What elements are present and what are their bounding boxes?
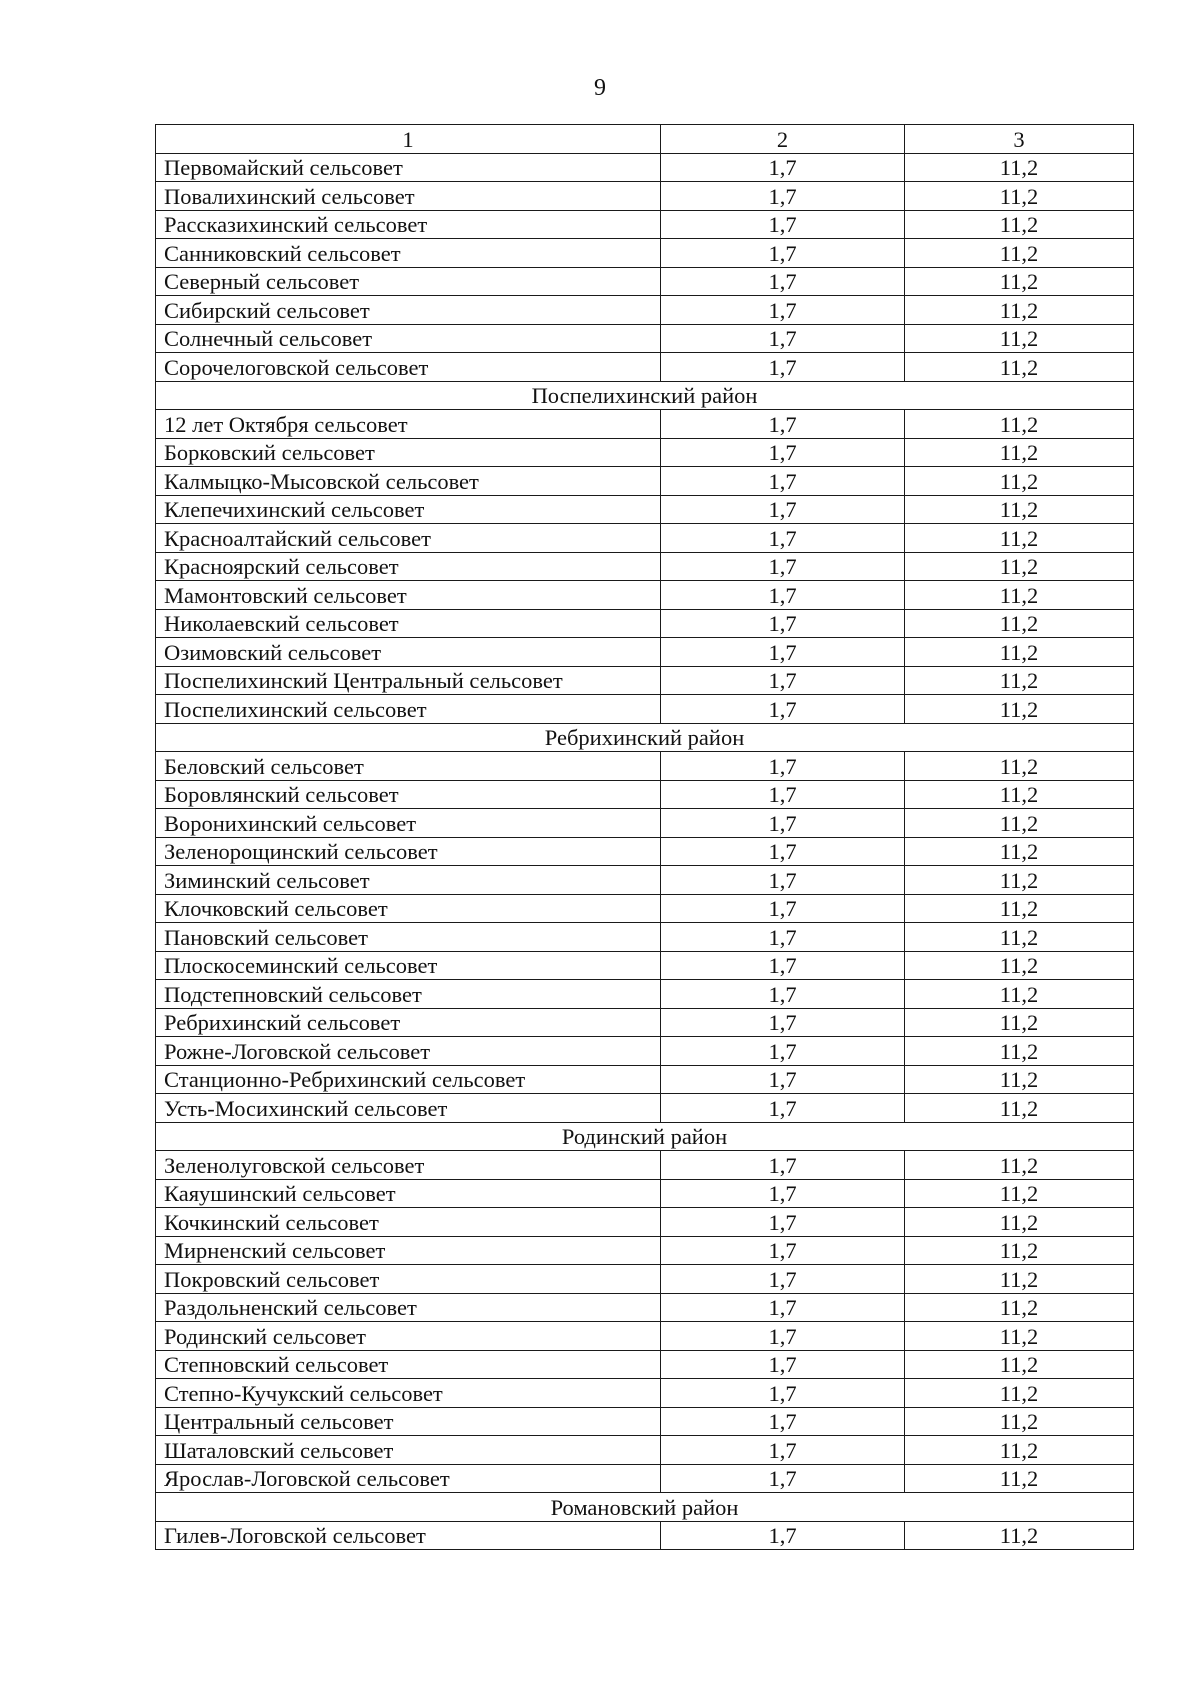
value-col3-cell: 11,2: [905, 1350, 1134, 1379]
value-col3-cell: 11,2: [905, 524, 1134, 553]
value-col3-cell: 11,2: [905, 1065, 1134, 1094]
table-row: [156, 609, 1134, 638]
value-col3-cell: 11,2: [905, 467, 1134, 496]
page-number: 9: [594, 75, 606, 101]
table-row: [156, 552, 1134, 581]
settlement-name-cell: Кочкинский сельсовет: [156, 1208, 661, 1237]
value-col2-cell: 1,7: [661, 524, 905, 553]
value-col3-cell: 11,2: [905, 182, 1134, 211]
value-col2-cell: 1,7: [661, 809, 905, 838]
settlement-name-cell: Усть-Мосихинский сельсовет: [156, 1094, 661, 1123]
value-col3-cell: 11,2: [905, 1436, 1134, 1465]
header-cell-2: 2: [661, 125, 905, 154]
value-col3-cell: 11,2: [905, 1407, 1134, 1436]
settlement-name-cell: Ярослав-Логовской сельсовет: [156, 1464, 661, 1493]
table-row: [156, 894, 1134, 923]
settlement-name-cell: Зеленолуговской сельсовет: [156, 1151, 661, 1180]
value-col2-cell: 1,7: [661, 1179, 905, 1208]
value-col2-cell: 1,7: [661, 552, 905, 581]
table-row: [156, 353, 1134, 382]
table-row: [156, 951, 1134, 980]
settlement-name-cell: Николаевский сельсовет: [156, 609, 661, 638]
settlement-name-cell: Ребрихинский сельсовет: [156, 1008, 661, 1037]
table-row: [156, 524, 1134, 553]
value-col3-cell: 11,2: [905, 809, 1134, 838]
section-title: Романовский район: [156, 1493, 1134, 1522]
settlement-name-cell: Подстепновский сельсовет: [156, 980, 661, 1009]
table-body: [156, 125, 1134, 1550]
value-col3-cell: 11,2: [905, 695, 1134, 724]
value-col3-cell: 11,2: [905, 752, 1134, 781]
value-col3-cell: 11,2: [905, 410, 1134, 439]
section-row: [156, 1122, 1134, 1151]
value-col3-cell: 11,2: [905, 581, 1134, 610]
value-col2-cell: 1,7: [661, 1293, 905, 1322]
table-row: [156, 1208, 1134, 1237]
value-col3-cell: 11,2: [905, 438, 1134, 467]
section-row: [156, 381, 1134, 410]
table-row: [156, 923, 1134, 952]
value-col2-cell: 1,7: [661, 296, 905, 325]
value-col3-cell: 11,2: [905, 267, 1134, 296]
table-row: [156, 210, 1134, 239]
header-cell-3: 3: [905, 125, 1134, 154]
settlement-name-cell: Озимовский сельсовет: [156, 638, 661, 667]
value-col2-cell: 1,7: [661, 1208, 905, 1237]
value-col3-cell: 11,2: [905, 980, 1134, 1009]
value-col3-cell: 11,2: [905, 153, 1134, 182]
value-col2-cell: 1,7: [661, 951, 905, 980]
value-col2-cell: 1,7: [661, 581, 905, 610]
value-col3-cell: 11,2: [905, 1521, 1134, 1550]
value-col2-cell: 1,7: [661, 324, 905, 353]
settlement-name-cell: Рожне-Логовской сельсовет: [156, 1037, 661, 1066]
table-row: [156, 780, 1134, 809]
settlement-name-cell: Поспелихинский Центральный сельсовет: [156, 666, 661, 695]
settlement-name-cell: Каяушинский сельсовет: [156, 1179, 661, 1208]
table-row: [156, 1065, 1134, 1094]
table-row: [156, 752, 1134, 781]
value-col3-cell: 11,2: [905, 638, 1134, 667]
table-row: [156, 410, 1134, 439]
value-col3-cell: 11,2: [905, 296, 1134, 325]
value-col3-cell: 11,2: [905, 324, 1134, 353]
settlement-name-cell: Сибирский сельсовет: [156, 296, 661, 325]
value-col2-cell: 1,7: [661, 153, 905, 182]
table-row: [156, 239, 1134, 268]
value-col2-cell: 1,7: [661, 1322, 905, 1351]
value-col2-cell: 1,7: [661, 353, 905, 382]
value-col3-cell: 11,2: [905, 1094, 1134, 1123]
settlement-name-cell: Зиминский сельсовет: [156, 866, 661, 895]
value-col3-cell: 11,2: [905, 1208, 1134, 1237]
settlement-name-cell: Калмыцко-Мысовской сельсовет: [156, 467, 661, 496]
table-row: [156, 866, 1134, 895]
table-row: [156, 467, 1134, 496]
table-row: [156, 324, 1134, 353]
settlement-name-cell: Повалихинский сельсовет: [156, 182, 661, 211]
value-col2-cell: 1,7: [661, 210, 905, 239]
settlement-name-cell: Мирненский сельсовет: [156, 1236, 661, 1265]
settlement-name-cell: Санниковский сельсовет: [156, 239, 661, 268]
value-col3-cell: 11,2: [905, 780, 1134, 809]
table-row: [156, 495, 1134, 524]
settlement-name-cell: Поспелихинский сельсовет: [156, 695, 661, 724]
value-col3-cell: 11,2: [905, 923, 1134, 952]
value-col3-cell: 11,2: [905, 951, 1134, 980]
settlement-name-cell: Центральный сельсовет: [156, 1407, 661, 1436]
data-table: [155, 124, 1134, 1550]
settlement-name-cell: Родинский сельсовет: [156, 1322, 661, 1351]
value-col3-cell: 11,2: [905, 1293, 1134, 1322]
table-row: [156, 638, 1134, 667]
settlement-name-cell: Рассказихинский сельсовет: [156, 210, 661, 239]
value-col3-cell: 11,2: [905, 495, 1134, 524]
table-row: [156, 182, 1134, 211]
table-row: [156, 1379, 1134, 1408]
section-title: Родинский район: [156, 1122, 1134, 1151]
settlement-name-cell: Клочковский сельсовет: [156, 894, 661, 923]
value-col2-cell: 1,7: [661, 1521, 905, 1550]
value-col3-cell: 11,2: [905, 894, 1134, 923]
value-col3-cell: 11,2: [905, 1265, 1134, 1294]
value-col3-cell: 11,2: [905, 609, 1134, 638]
value-col2-cell: 1,7: [661, 1094, 905, 1123]
settlement-name-cell: Станционно-Ребрихинский сельсовет: [156, 1065, 661, 1094]
settlement-name-cell: Покровский сельсовет: [156, 1265, 661, 1294]
value-col2-cell: 1,7: [661, 894, 905, 923]
settlement-name-cell: Боровлянский сельсовет: [156, 780, 661, 809]
table-row: [156, 1464, 1134, 1493]
table-row: [156, 153, 1134, 182]
value-col2-cell: 1,7: [661, 438, 905, 467]
section-title: Поспелихинский район: [156, 381, 1134, 410]
table-row: [156, 1094, 1134, 1123]
settlement-name-cell: Пановский сельсовет: [156, 923, 661, 952]
table-row: [156, 1407, 1134, 1436]
value-col3-cell: 11,2: [905, 552, 1134, 581]
settlement-name-cell: Красноалтайский сельсовет: [156, 524, 661, 553]
value-col2-cell: 1,7: [661, 467, 905, 496]
table-row: [156, 1151, 1134, 1180]
value-col2-cell: 1,7: [661, 1065, 905, 1094]
table-row: [156, 296, 1134, 325]
settlement-name-cell: Борковский сельсовет: [156, 438, 661, 467]
value-col3-cell: 11,2: [905, 1464, 1134, 1493]
value-col2-cell: 1,7: [661, 923, 905, 952]
value-col3-cell: 11,2: [905, 1236, 1134, 1265]
table-row: [156, 581, 1134, 610]
value-col3-cell: 11,2: [905, 666, 1134, 695]
settlement-name-cell: Степно-Кучукский сельсовет: [156, 1379, 661, 1408]
value-col3-cell: 11,2: [905, 866, 1134, 895]
value-col2-cell: 1,7: [661, 666, 905, 695]
value-col2-cell: 1,7: [661, 752, 905, 781]
value-col2-cell: 1,7: [661, 267, 905, 296]
value-col3-cell: 11,2: [905, 1151, 1134, 1180]
value-col3-cell: 11,2: [905, 353, 1134, 382]
settlement-name-cell: Сорочелоговской сельсовет: [156, 353, 661, 382]
table-row: [156, 438, 1134, 467]
value-col3-cell: 11,2: [905, 1037, 1134, 1066]
settlement-name-cell: Первомайский сельсовет: [156, 153, 661, 182]
value-col3-cell: 11,2: [905, 1008, 1134, 1037]
value-col2-cell: 1,7: [661, 780, 905, 809]
table-row: [156, 1179, 1134, 1208]
settlement-name-cell: Мамонтовский сельсовет: [156, 581, 661, 610]
value-col3-cell: 11,2: [905, 210, 1134, 239]
table-row: [156, 1350, 1134, 1379]
settlement-name-cell: Шаталовский сельсовет: [156, 1436, 661, 1465]
value-col3-cell: 11,2: [905, 837, 1134, 866]
header-cell-1: 1: [156, 125, 661, 154]
value-col3-cell: 11,2: [905, 1322, 1134, 1351]
table-row: [156, 1037, 1134, 1066]
value-col2-cell: 1,7: [661, 609, 905, 638]
settlement-name-cell: Воронихинский сельсовет: [156, 809, 661, 838]
value-col2-cell: 1,7: [661, 495, 905, 524]
settlement-name-cell: Клепечихинский сельсовет: [156, 495, 661, 524]
table-row: [156, 1436, 1134, 1465]
value-col2-cell: 1,7: [661, 1379, 905, 1408]
value-col3-cell: 11,2: [905, 1379, 1134, 1408]
value-col2-cell: 1,7: [661, 837, 905, 866]
section-title: Ребрихинский район: [156, 723, 1134, 752]
table-row: [156, 837, 1134, 866]
value-col2-cell: 1,7: [661, 1350, 905, 1379]
table-row: [156, 1293, 1134, 1322]
value-col2-cell: 1,7: [661, 1407, 905, 1436]
table-row: [156, 809, 1134, 838]
settlement-name-cell: Плоскосеминский сельсовет: [156, 951, 661, 980]
table-row: [156, 980, 1134, 1009]
value-col2-cell: 1,7: [661, 410, 905, 439]
value-col2-cell: 1,7: [661, 1151, 905, 1180]
value-col2-cell: 1,7: [661, 239, 905, 268]
value-col2-cell: 1,7: [661, 1265, 905, 1294]
settlement-name-cell: 12 лет Октября сельсовет: [156, 410, 661, 439]
table-header-row: [156, 125, 1134, 154]
value-col2-cell: 1,7: [661, 980, 905, 1009]
settlement-name-cell: Северный сельсовет: [156, 267, 661, 296]
settlement-name-cell: Солнечный сельсовет: [156, 324, 661, 353]
table-row: [156, 267, 1134, 296]
value-col2-cell: 1,7: [661, 1037, 905, 1066]
value-col2-cell: 1,7: [661, 1008, 905, 1037]
section-row: [156, 1493, 1134, 1522]
value-col2-cell: 1,7: [661, 638, 905, 667]
value-col2-cell: 1,7: [661, 1464, 905, 1493]
table-row: [156, 1322, 1134, 1351]
value-col3-cell: 11,2: [905, 239, 1134, 268]
settlement-name-cell: Степновский сельсовет: [156, 1350, 661, 1379]
value-col2-cell: 1,7: [661, 182, 905, 211]
section-row: [156, 723, 1134, 752]
settlement-name-cell: Зеленорощинский сельсовет: [156, 837, 661, 866]
value-col2-cell: 1,7: [661, 866, 905, 895]
settlement-name-cell: Гилев-Логовской сельсовет: [156, 1521, 661, 1550]
table-row: [156, 1265, 1134, 1294]
settlement-name-cell: Беловский сельсовет: [156, 752, 661, 781]
value-col2-cell: 1,7: [661, 1436, 905, 1465]
value-col3-cell: 11,2: [905, 1179, 1134, 1208]
table-row: [156, 666, 1134, 695]
settlement-name-cell: Красноярский сельсовет: [156, 552, 661, 581]
value-col2-cell: 1,7: [661, 1236, 905, 1265]
settlement-name-cell: Раздольненский сельсовет: [156, 1293, 661, 1322]
table-row: [156, 695, 1134, 724]
value-col2-cell: 1,7: [661, 695, 905, 724]
table-row: [156, 1236, 1134, 1265]
table-row: [156, 1521, 1134, 1550]
table-row: [156, 1008, 1134, 1037]
